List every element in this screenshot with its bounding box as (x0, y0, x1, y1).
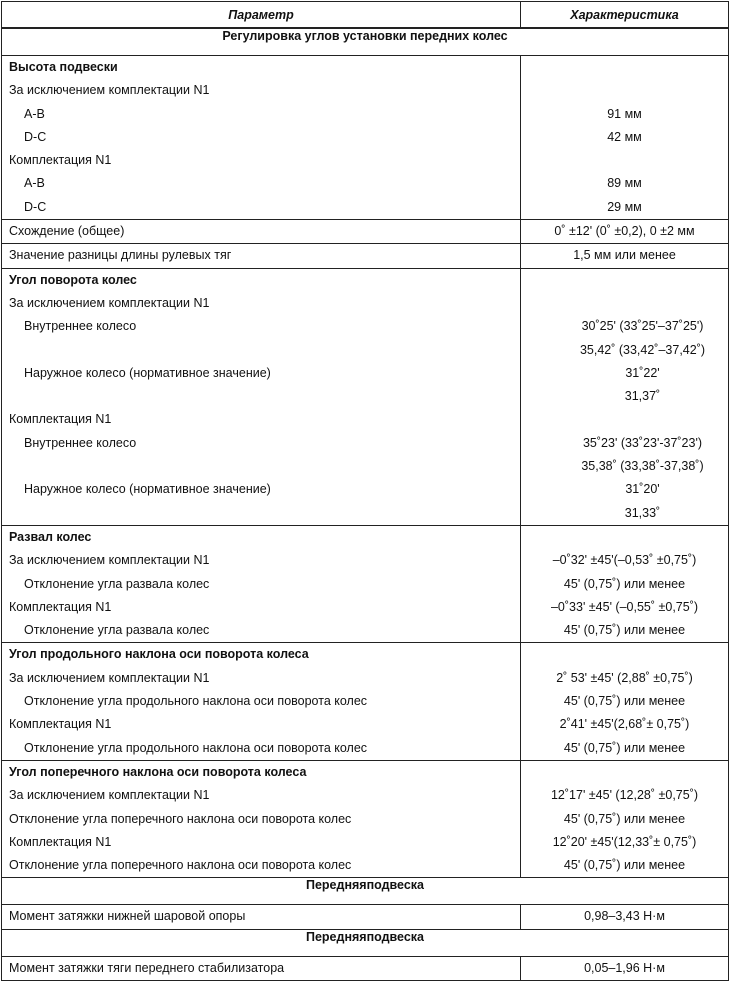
value-cell (521, 643, 729, 760)
param-value: 31,37˚ (624, 389, 661, 404)
param-value: 35,42˚ (33,42˚–37,42˚) (579, 342, 706, 357)
param-value: 30˚25' (33˚25'–37˚25') (581, 319, 704, 334)
param-value: 89 мм (607, 176, 642, 191)
param-label: Момент затяжки нижней шаровой опоры (9, 909, 246, 924)
subgroup-label: За исключением комплектации N1 (9, 788, 210, 803)
value-cell (521, 56, 729, 220)
subgroup-label: Комплектация N1 (9, 717, 112, 732)
param-cell (2, 268, 521, 525)
section-title-alignment: Регулировка углов установки передних колес (2, 28, 729, 56)
param-label: Внутреннее колесо (24, 435, 137, 450)
table-row (2, 525, 729, 642)
param-cell (2, 760, 521, 877)
param-value: 29 мм (607, 199, 642, 214)
param-label: Отклонение угла продольного наклона оси поворота колес (24, 740, 368, 755)
param-value: 45' (0,75˚) или менее (563, 576, 686, 591)
param-label: Отклонение угла развала колес (24, 623, 210, 638)
param-label: A-B (24, 106, 45, 121)
table-row (2, 220, 729, 244)
spec-document (1, 1, 728, 981)
param-label: D-C (24, 199, 47, 214)
value-cell (521, 525, 729, 642)
param-value: 31˚20' (625, 482, 660, 497)
table-row (2, 268, 729, 525)
param-value: 35˚23' (33˚23'-37˚23') (582, 435, 703, 450)
section-title-front-suspension-2: Передняяподвеска (2, 929, 729, 956)
param-label: Отклонение угла развала колес (24, 576, 210, 591)
group-title: Развал колес (9, 529, 92, 544)
param-value: 31˚22' (625, 365, 660, 380)
value-cell (521, 760, 729, 877)
param-cell (2, 56, 521, 220)
table-row (2, 905, 729, 929)
param-value: 0˚ ±12' (0˚ ±0,2), 0 ±2 мм (554, 224, 695, 239)
param-label: Отклонение угла продольного наклона оси поворота колес (24, 694, 368, 709)
param-value: 91 мм (607, 106, 642, 121)
param-label: Наружное колесо (нормативное значение) (24, 482, 271, 497)
group-title: Угол поворота колес (9, 272, 137, 287)
param-value: 35,38˚ (33,38˚-37,38˚) (581, 459, 704, 474)
param-value: 45' (0,75˚) или менее (563, 694, 686, 709)
group-title: Высота подвески (9, 60, 118, 74)
param-label: Значение разницы длины рулевых тяг (9, 248, 232, 263)
param-value: 12˚20' ±45'(12,33˚± 0,75˚) (552, 834, 697, 849)
param-label: Отклонение угла поперечного наклона оси поворота колес (9, 811, 352, 826)
param-label: A-B (24, 176, 45, 191)
table-row (2, 244, 729, 268)
param-value: 0,05–1,96 Н·м (584, 960, 665, 975)
param-value: 1,5 мм или менее (573, 248, 676, 263)
subgroup-label: За исключением комплектации N1 (9, 553, 210, 568)
subgroup-label: Комплектация N1 (9, 153, 112, 168)
section-row (2, 28, 729, 56)
header-param: Параметр (2, 2, 521, 29)
param-label: Момент затяжки тяги переднего стабилизатора (9, 960, 285, 975)
table-header-row (2, 2, 729, 29)
param-value: 2˚ 53' ±45' (2,88˚ ±0,75˚) (556, 670, 693, 685)
header-characteristic: Характеристика (521, 2, 729, 29)
section-row (2, 878, 729, 905)
subgroup-label: Комплектация N1 (9, 412, 112, 427)
param-value: –0˚33' ±45' (–0,55˚ ±0,75˚) (550, 599, 699, 614)
param-value: –0˚32' ±45'(–0,53˚ ±0,75˚) (552, 553, 697, 568)
table-row (2, 643, 729, 760)
param-value: 42 мм (607, 129, 642, 144)
param-value: 12˚17' ±45' (12,28˚ ±0,75˚) (550, 788, 699, 803)
subgroup-label: Комплектация N1 (9, 834, 112, 849)
param-cell (2, 525, 521, 642)
spec-table (1, 1, 729, 981)
section-title-front-suspension: Передняяподвеска (2, 878, 729, 905)
param-label: Наружное колесо (нормативное значение) (24, 365, 271, 380)
param-value: 45' (0,75˚) или менее (563, 623, 686, 638)
param-value: 45' (0,75˚) или менее (563, 740, 686, 755)
param-value: 2˚41' ±45'(2,68˚± 0,75˚) (559, 717, 690, 732)
subgroup-label: За исключением комплектации N1 (9, 295, 210, 310)
param-label: D-C (24, 129, 47, 144)
param-cell (2, 643, 521, 760)
group-title: Угол продольного наклона оси поворота колеса (9, 647, 309, 662)
table-row (2, 760, 729, 877)
section-row (2, 929, 729, 956)
param-label: Схождение (общее) (9, 224, 125, 239)
subgroup-label: Комплектация N1 (9, 599, 112, 614)
subgroup-label: За исключением комплектации N1 (9, 670, 210, 685)
param-label: Внутреннее колесо (24, 319, 137, 334)
param-label: Отклонение угла поперечного наклона оси поворота колес (9, 858, 352, 873)
param-value: 45' (0,75˚) или менее (563, 858, 686, 873)
value-cell (521, 268, 729, 525)
param-value: 0,98–3,43 Н·м (584, 909, 665, 924)
param-value: 31,33˚ (624, 505, 661, 520)
subgroup-label: За исключением комплектации N1 (9, 83, 210, 98)
param-value: 45' (0,75˚) или менее (563, 811, 686, 826)
table-row (2, 56, 729, 220)
table-row (2, 956, 729, 980)
group-title: Угол поперечного наклона оси поворота колеса (9, 764, 307, 779)
